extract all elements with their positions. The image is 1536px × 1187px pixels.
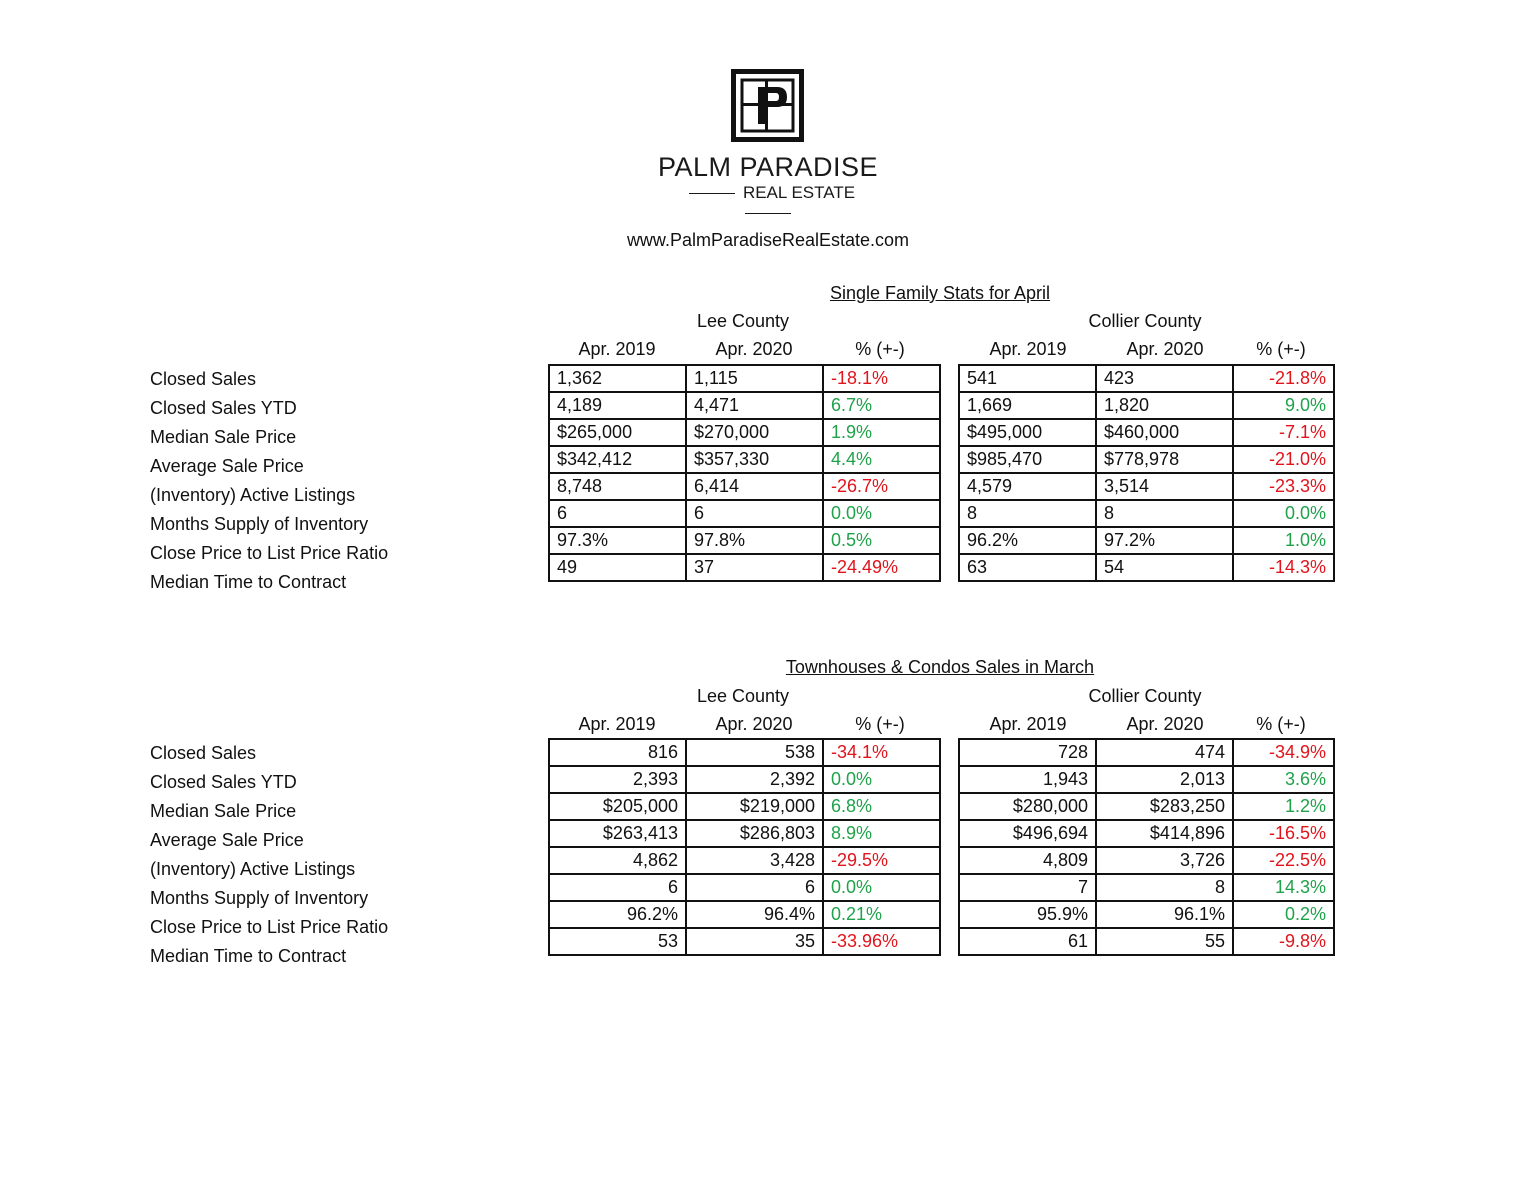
table-row — [959, 446, 1334, 473]
table-row — [959, 473, 1334, 500]
lee-county-single-family-table — [548, 364, 941, 582]
apr-2020-cell: 3,514 — [1096, 473, 1233, 500]
table-row — [549, 820, 940, 847]
row-label: Median Time to Contract — [150, 572, 347, 592]
col-header: Apr. 2020 — [715, 714, 793, 734]
apr-2019-cell: 2,393 — [549, 766, 686, 793]
apr-2020-cell: 538 — [686, 739, 823, 766]
apr-2019-cell: 1,362 — [549, 365, 686, 392]
apr-2019-cell: 8 — [959, 500, 1096, 527]
percent-change-cell: 1.2% — [1233, 793, 1334, 820]
table-row — [959, 392, 1334, 419]
col-header: Apr. 2020 — [715, 339, 793, 359]
row-label: Closed Sales YTD — [150, 398, 297, 418]
apr-2020-cell: 37 — [686, 554, 823, 581]
percent-change-cell: 0.2% — [1233, 901, 1334, 928]
row-label: Average Sale Price — [150, 456, 304, 476]
col-header: % (+-) — [855, 714, 905, 734]
percent-change-cell: -29.5% — [823, 847, 940, 874]
row-label: Months Supply of Inventory — [150, 888, 369, 908]
apr-2019-cell: 4,189 — [549, 392, 686, 419]
apr-2020-cell: 4,471 — [686, 392, 823, 419]
apr-2019-cell: 63 — [959, 554, 1096, 581]
apr-2020-cell: $357,330 — [686, 446, 823, 473]
percent-change-cell: -16.5% — [1233, 820, 1334, 847]
county-title-lee: Lee County — [696, 686, 790, 706]
apr-2020-cell: $283,250 — [1096, 793, 1233, 820]
apr-2020-cell: $778,978 — [1096, 446, 1233, 473]
apr-2020-cell: 54 — [1096, 554, 1233, 581]
percent-change-cell: 6.7% — [823, 392, 940, 419]
percent-change-cell: 6.8% — [823, 793, 940, 820]
apr-2020-cell: 423 — [1096, 365, 1233, 392]
table-row — [549, 739, 940, 766]
apr-2020-cell: 474 — [1096, 739, 1233, 766]
table-row — [549, 500, 940, 527]
apr-2019-cell: 4,579 — [959, 473, 1096, 500]
row-label: Closed Sales — [150, 743, 257, 763]
table-row — [959, 739, 1334, 766]
percent-change-cell: 1.0% — [1233, 527, 1334, 554]
col-header: Apr. 2020 — [1126, 339, 1204, 359]
apr-2019-cell: 61 — [959, 928, 1096, 955]
apr-2019-cell: 4,809 — [959, 847, 1096, 874]
lee-county-condos-table — [548, 738, 941, 956]
row-label: Closed Sales — [150, 369, 257, 389]
table-row — [549, 766, 940, 793]
percent-change-cell: -26.7% — [823, 473, 940, 500]
table-row — [959, 766, 1334, 793]
apr-2019-cell: 53 — [549, 928, 686, 955]
percent-change-cell: 9.0% — [1233, 392, 1334, 419]
percent-change-cell: 0.0% — [823, 874, 940, 901]
apr-2019-cell: 6 — [549, 500, 686, 527]
brand-subtitle-text: REAL ESTATE — [742, 183, 856, 202]
col-header: Apr. 2020 — [1126, 714, 1204, 734]
apr-2020-cell: 8 — [1096, 500, 1233, 527]
apr-2019-cell: $985,470 — [959, 446, 1096, 473]
table-row — [959, 419, 1334, 446]
row-label: Closed Sales YTD — [150, 772, 297, 792]
collier-county-single-family-table — [958, 364, 1335, 582]
apr-2019-cell: 8,748 — [549, 473, 686, 500]
apr-2019-cell: 96.2% — [549, 901, 686, 928]
percent-change-cell: -34.1% — [823, 739, 940, 766]
col-header: % (+-) — [1256, 339, 1306, 359]
percent-change-cell: -21.8% — [1233, 365, 1334, 392]
col-header: Apr. 2019 — [578, 339, 656, 359]
apr-2020-cell: 96.4% — [686, 901, 823, 928]
county-title-collier: Collier County — [1088, 311, 1202, 331]
apr-2019-cell: $495,000 — [959, 419, 1096, 446]
apr-2019-cell: $342,412 — [549, 446, 686, 473]
apr-2020-cell: 3,726 — [1096, 847, 1233, 874]
table-row — [549, 446, 940, 473]
percent-change-cell: -22.5% — [1233, 847, 1334, 874]
table-row — [549, 365, 940, 392]
apr-2019-cell: 728 — [959, 739, 1096, 766]
row-label: Months Supply of Inventory — [150, 514, 369, 534]
apr-2020-cell: $270,000 — [686, 419, 823, 446]
table-row — [549, 874, 940, 901]
percent-change-cell: -24.49% — [823, 554, 940, 581]
apr-2020-cell: $286,803 — [686, 820, 823, 847]
website-link[interactable]: www.PalmParadiseRealEstate.com — [626, 230, 910, 250]
apr-2020-cell: 3,428 — [686, 847, 823, 874]
table-row — [959, 874, 1334, 901]
percent-change-cell: -33.96% — [823, 928, 940, 955]
apr-2019-cell: 96.2% — [959, 527, 1096, 554]
brand-name: PALM PARADISE — [657, 152, 879, 182]
percent-change-cell: -9.8% — [1233, 928, 1334, 955]
apr-2019-cell: 7 — [959, 874, 1096, 901]
percent-change-cell: -21.0% — [1233, 446, 1334, 473]
row-label: Close Price to List Price Ratio — [150, 917, 389, 937]
row-label: Median Time to Contract — [150, 946, 347, 966]
apr-2020-cell: 6 — [686, 874, 823, 901]
col-header: Apr. 2019 — [578, 714, 656, 734]
apr-2019-cell: 97.3% — [549, 527, 686, 554]
apr-2020-cell: $460,000 — [1096, 419, 1233, 446]
apr-2019-cell: $496,694 — [959, 820, 1096, 847]
table-row — [549, 928, 940, 955]
apr-2019-cell: 541 — [959, 365, 1096, 392]
row-label: Close Price to List Price Ratio — [150, 543, 389, 563]
apr-2020-cell: 2,392 — [686, 766, 823, 793]
percent-change-cell: -34.9% — [1233, 739, 1334, 766]
col-header: % (+-) — [1256, 714, 1306, 734]
table-row — [959, 928, 1334, 955]
apr-2020-cell: $219,000 — [686, 793, 823, 820]
apr-2020-cell: 97.8% — [686, 527, 823, 554]
apr-2020-cell: 55 — [1096, 928, 1233, 955]
row-label: (Inventory) Active Listings — [150, 859, 356, 879]
apr-2020-cell: 35 — [686, 928, 823, 955]
row-label: (Inventory) Active Listings — [150, 485, 356, 505]
apr-2020-cell: 1,115 — [686, 365, 823, 392]
apr-2019-cell: 6 — [549, 874, 686, 901]
apr-2019-cell: $205,000 — [549, 793, 686, 820]
table-row — [959, 793, 1334, 820]
county-title-lee: Lee County — [696, 311, 790, 331]
percent-change-cell: 0.5% — [823, 527, 940, 554]
table-row — [549, 793, 940, 820]
table-row — [959, 847, 1334, 874]
apr-2019-cell: 4,862 — [549, 847, 686, 874]
section-title-single-family: Single Family Stats for April — [829, 283, 1051, 303]
table-row — [549, 554, 940, 581]
percent-change-cell: -23.3% — [1233, 473, 1334, 500]
percent-change-cell: -7.1% — [1233, 419, 1334, 446]
percent-change-cell: 1.9% — [823, 419, 940, 446]
apr-2020-cell: 2,013 — [1096, 766, 1233, 793]
table-row — [959, 901, 1334, 928]
table-row — [549, 901, 940, 928]
apr-2020-cell: 6 — [686, 500, 823, 527]
row-label: Average Sale Price — [150, 830, 304, 850]
table-row — [959, 500, 1334, 527]
percent-change-cell: 4.4% — [823, 446, 940, 473]
percent-change-cell: 14.3% — [1233, 874, 1334, 901]
divider-right — [745, 213, 791, 214]
apr-2020-cell: 96.1% — [1096, 901, 1233, 928]
brand-subtitle — [658, 183, 878, 223]
table-row — [549, 392, 940, 419]
percent-change-cell: -14.3% — [1233, 554, 1334, 581]
apr-2020-cell: $414,896 — [1096, 820, 1233, 847]
percent-change-cell: 8.9% — [823, 820, 940, 847]
table-row — [959, 365, 1334, 392]
table-row — [549, 473, 940, 500]
section-title-townhouses-condos: Townhouses & Condos Sales in March — [785, 657, 1095, 677]
col-header: Apr. 2019 — [989, 339, 1067, 359]
apr-2019-cell: $263,413 — [549, 820, 686, 847]
collier-county-condos-table — [958, 738, 1335, 956]
apr-2019-cell: $265,000 — [549, 419, 686, 446]
apr-2020-cell: 97.2% — [1096, 527, 1233, 554]
apr-2019-cell: 1,669 — [959, 392, 1096, 419]
apr-2020-cell: 1,820 — [1096, 392, 1233, 419]
apr-2019-cell: 95.9% — [959, 901, 1096, 928]
apr-2020-cell: 8 — [1096, 874, 1233, 901]
apr-2019-cell: 49 — [549, 554, 686, 581]
table-row — [959, 554, 1334, 581]
divider-left — [689, 193, 735, 194]
percent-change-cell: 0.0% — [823, 500, 940, 527]
apr-2019-cell: 816 — [549, 739, 686, 766]
col-header: % (+-) — [855, 339, 905, 359]
county-title-collier: Collier County — [1088, 686, 1202, 706]
percent-change-cell: 0.0% — [823, 766, 940, 793]
row-label: Median Sale Price — [150, 427, 297, 447]
col-header: Apr. 2019 — [989, 714, 1067, 734]
percent-change-cell: 0.0% — [1233, 500, 1334, 527]
apr-2019-cell: $280,000 — [959, 793, 1096, 820]
table-row — [549, 527, 940, 554]
table-row — [549, 419, 940, 446]
table-row — [959, 820, 1334, 847]
percent-change-cell: -18.1% — [823, 365, 940, 392]
percent-change-cell: 0.21% — [823, 901, 940, 928]
palm-paradise-logo-icon — [731, 69, 804, 142]
apr-2020-cell: 6,414 — [686, 473, 823, 500]
table-row — [959, 527, 1334, 554]
table-row — [549, 847, 940, 874]
percent-change-cell: 3.6% — [1233, 766, 1334, 793]
apr-2019-cell: 1,943 — [959, 766, 1096, 793]
row-label: Median Sale Price — [150, 801, 297, 821]
